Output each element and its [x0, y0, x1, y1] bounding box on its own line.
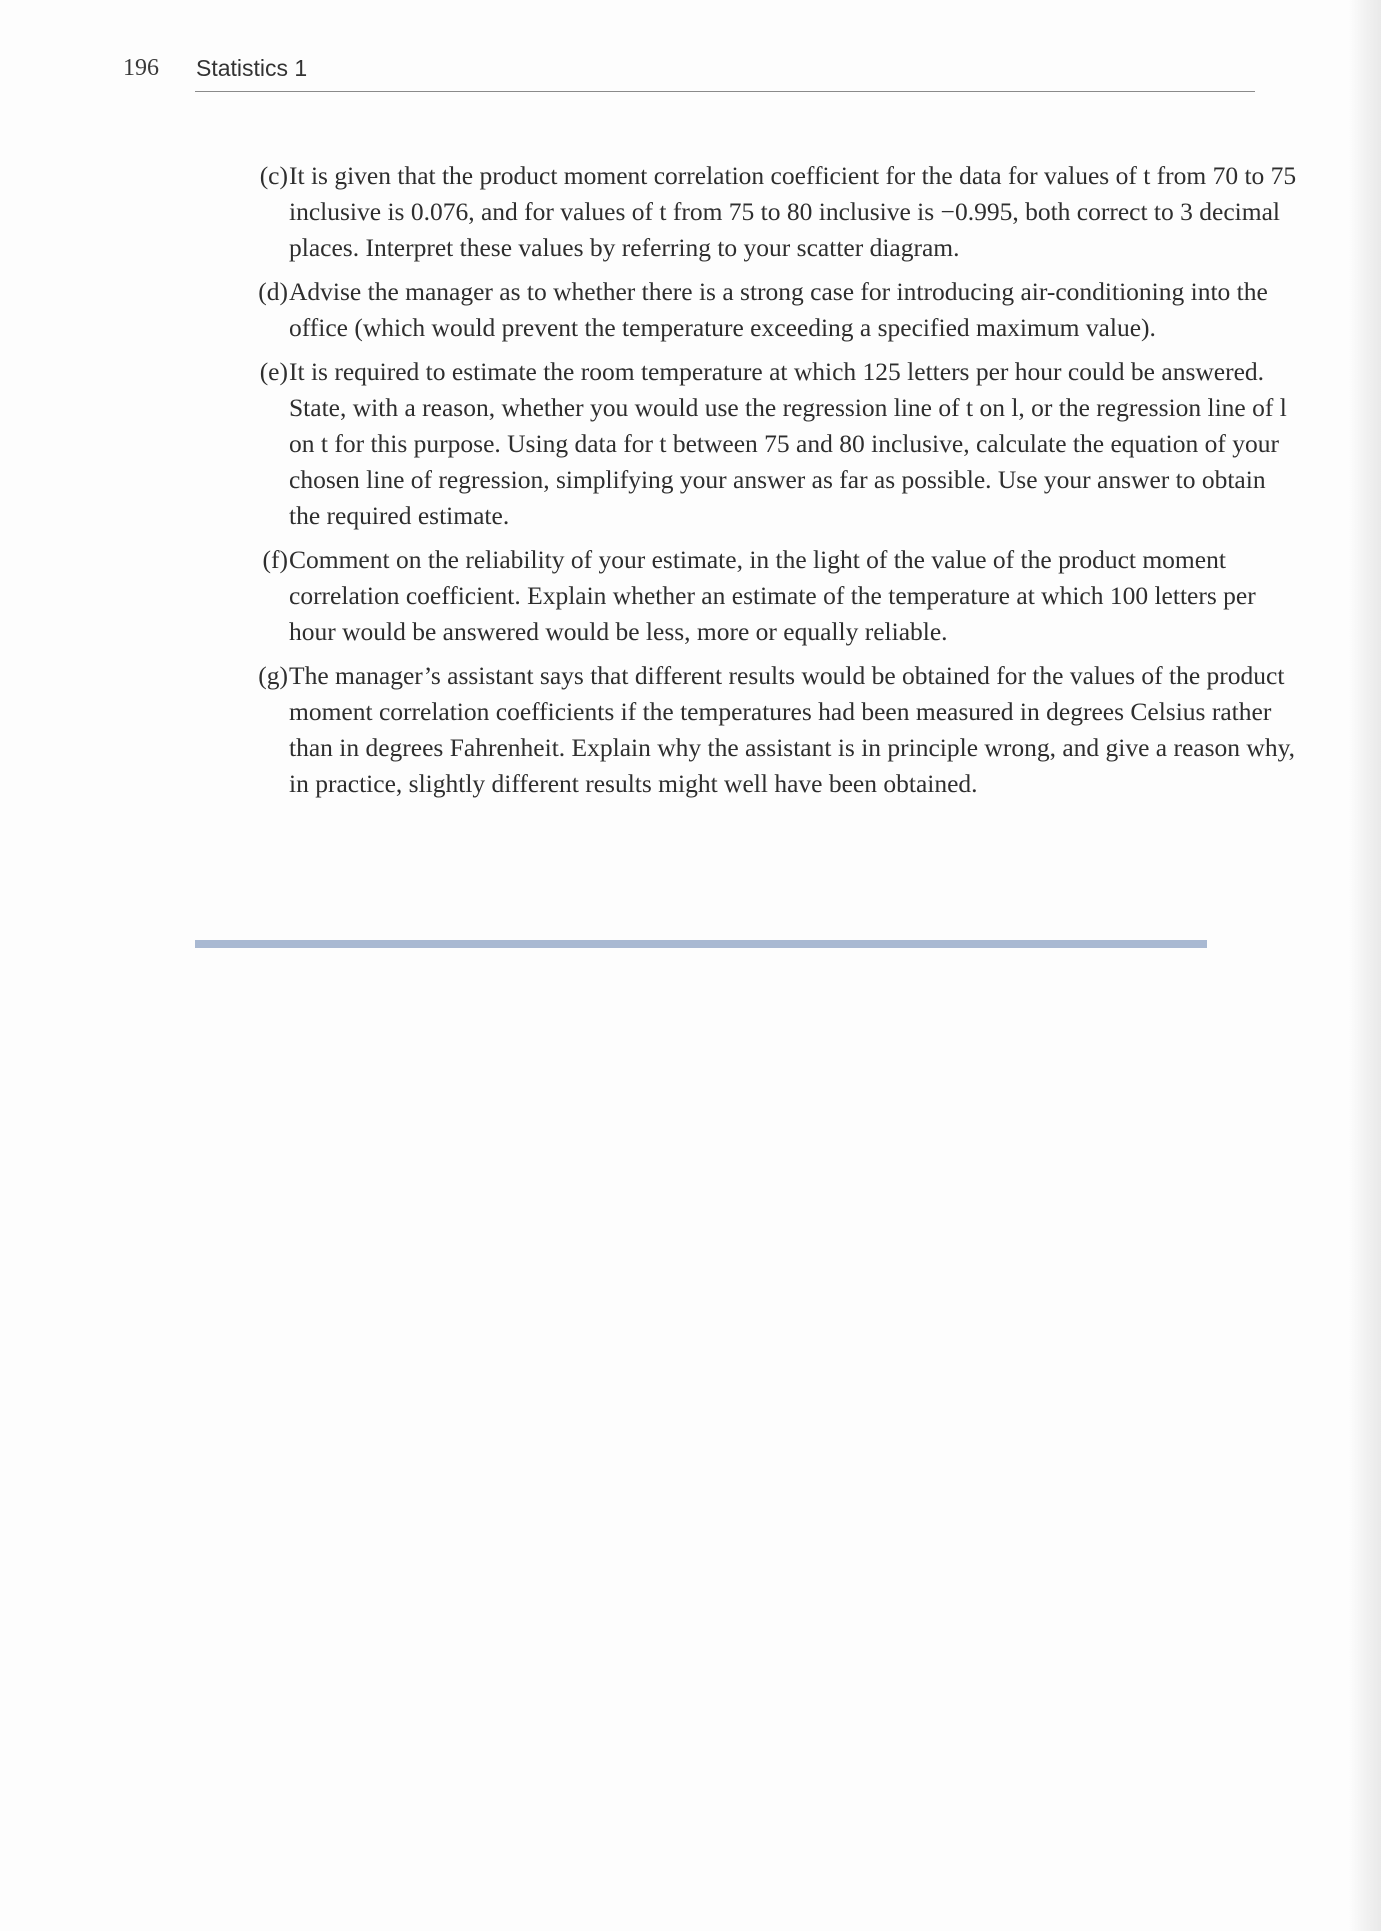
question-item-g [250, 658, 1300, 802]
question-label: (c) [259, 161, 288, 190]
question-text: It is required to estimate the room temperature at which 125 letters per hour could be answered. State, with a reason, whether you would use the regression line of t on l, or the regression line of l on t for this purpose. Using data for t between 75 and 80 inclusive, calculate the equation of your chosen line of regression, simplifying your answer as far as possible. Use your answer to obtain the required estimate. [289, 357, 1287, 530]
question-item-d [250, 274, 1300, 346]
page-edge-shadow [1349, 0, 1381, 1931]
question-item-c [250, 158, 1300, 266]
question-item-e [250, 354, 1300, 534]
header-divider [195, 91, 1255, 92]
question-label: (g) [258, 661, 288, 690]
question-label: (f) [262, 545, 288, 574]
section-end-bar [195, 940, 1207, 948]
question-list [250, 158, 1300, 810]
question-item-f [250, 542, 1300, 650]
question-text: Advise the manager as to whether there is a strong case for introducing air-conditioning into the office (which would prevent the temperature exceeding a specified maximum value). [289, 277, 1268, 342]
question-text: It is given that the product moment correlation coefficient for the data for values of t from 70 to 75 inclusive is 0.076, and for values of t from 75 to 80 inclusive is −0.995, both correct to 3 decimal places. Interpret these values by referring to your scatter diagram. [289, 161, 1297, 262]
question-text: Comment on the reliability of your estimate, in the light of the value of the product moment correlation coefficient. Explain whether an estimate of the temperature at which 100 letters per hour would be answered would be less, more or equally reliable. [289, 545, 1256, 646]
page-header [123, 52, 1253, 92]
running-title: Statistics 1 [196, 55, 308, 81]
question-label: (e) [259, 357, 288, 386]
question-label: (d) [258, 277, 288, 306]
question-text: The manager’s assistant says that different results would be obtained for the values of the product moment correlation coefficients if the temperatures had been measured in degrees Celsius rather than in degrees Fahrenheit. Explain why the assistant is in principle wrong, and give a reason why, in practice, slightly different results might well have been obtained. [289, 661, 1296, 798]
page-number: 196 [123, 55, 159, 81]
